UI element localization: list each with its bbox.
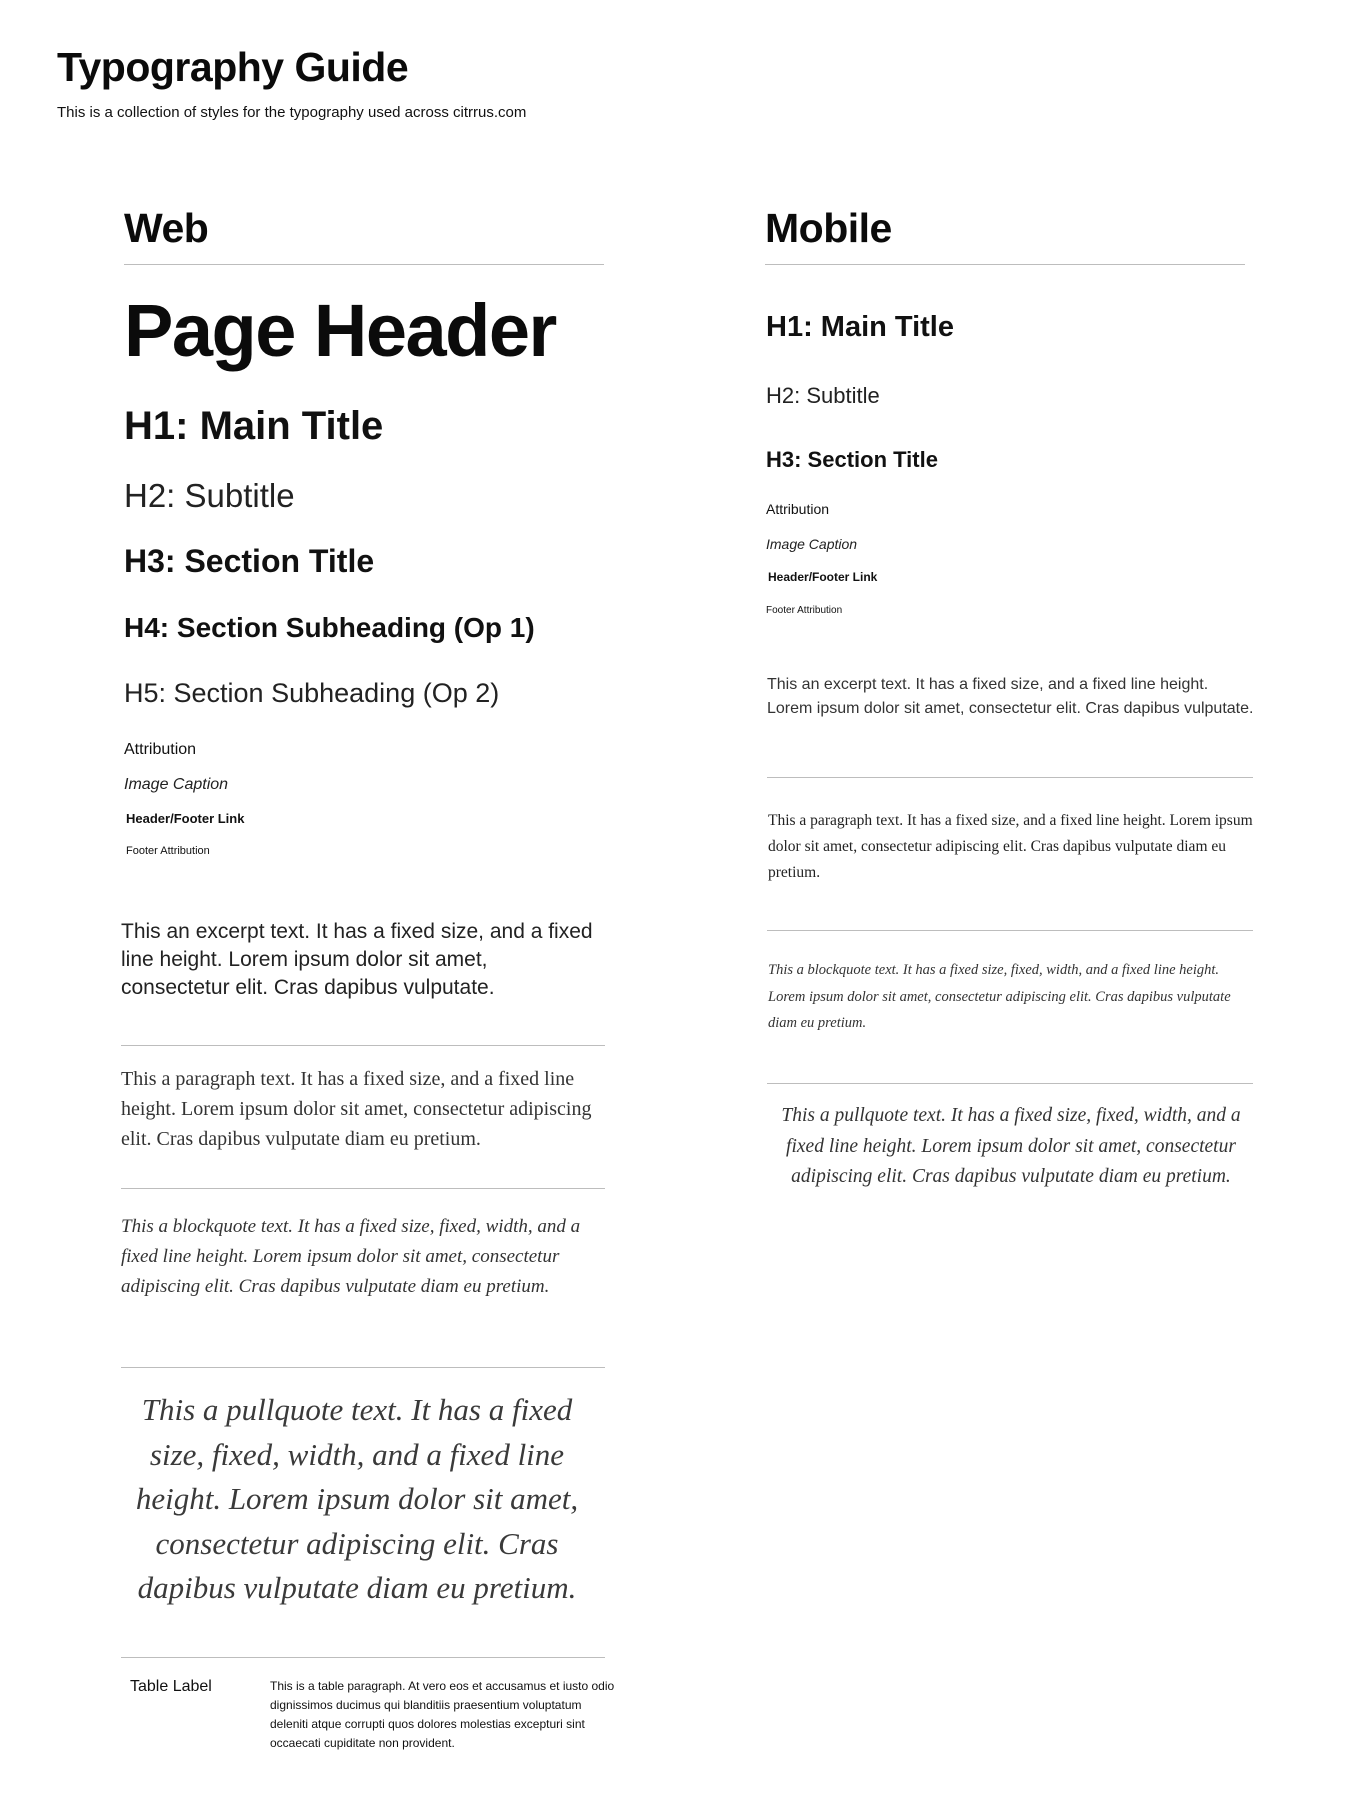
mobile-paragraph-sample: This a paragraph text. It has a fixed size, and a fixed line height. Lorem ipsum dolor sit amet, consectetur adipiscing elit. Cras dapibus vulputate diam eu pretium. (768, 812, 1253, 881)
web-divider (121, 1657, 605, 1658)
page-title: Typography Guide (57, 44, 409, 90)
mobile-column-heading: Mobile (765, 205, 892, 251)
web-page-header-sample: Page Header (124, 289, 556, 372)
mobile-attribution-sample: Attribution (766, 501, 830, 517)
mobile-blockquote-sample: This a blockquote text. It has a fixed size, fixed, width, and a fixed line height. Lorem ipsum dolor sit amet, consectetur adipiscing elit. Cras dapibus vulputate diam eu pretium. (768, 962, 1231, 1031)
web-footer-attribution-sample: Footer Attribution (126, 845, 210, 857)
web-table-label-sample: Table Label (130, 1678, 212, 1695)
mobile-header-footer-link-sample[interactable]: Header/Footer Link (768, 570, 878, 584)
mobile-divider (767, 930, 1253, 931)
page-subtitle: This is a collection of styles for the typography used across citrrus.com (57, 104, 527, 121)
web-divider (121, 1367, 605, 1368)
web-header-footer-link-sample[interactable]: Header/Footer Link (126, 811, 245, 826)
web-heading-divider (124, 264, 604, 265)
web-h5-sample: H5: Section Subheading (Op 2) (124, 678, 500, 708)
web-image-caption-sample: Image Caption (124, 776, 229, 793)
mobile-divider (767, 1083, 1253, 1084)
mobile-pullquote-sample: This a pullquote text. It has a fixed size, fixed, width, and a fixed line height. Lorem ipsum dolor sit amet, consectetur adipiscing elit. Cras dapibus vulputate diam eu pretium. (781, 1105, 1241, 1187)
mobile-h3-sample: H3: Section Title (766, 447, 938, 472)
web-column-heading: Web (124, 205, 209, 251)
web-h2-sample: H2: Subtitle (124, 477, 295, 514)
mobile-divider (767, 777, 1253, 778)
mobile-footer-attribution-sample: Footer Attribution (766, 605, 843, 616)
mobile-heading-divider (765, 264, 1245, 265)
web-attribution-sample: Attribution (124, 741, 197, 758)
mobile-h1-sample: H1: Main Title (766, 311, 954, 343)
web-paragraph-sample: This a paragraph text. It has a fixed size, and a fixed line height. Lorem ipsum dolor sit amet, consectetur adipiscing elit. Cras dapibus vulputate diam eu pretium. (121, 1068, 592, 1150)
web-h3-sample: H3: Section Title (124, 543, 375, 579)
web-divider (121, 1188, 605, 1189)
web-pullquote-sample: This a pullquote text. It has a fixed size, fixed, width, and a fixed line height. Lorem ipsum dolor sit amet, consectetur adipiscing elit. Cras dapibus vulputate diam eu pretium. (135, 1392, 579, 1605)
web-h1-sample: H1: Main Title (124, 404, 384, 448)
web-excerpt-sample: This an excerpt text. It has a fixed size, and a fixed line height. Lorem ipsum dolor sit amet, consectetur elit. Cras dapibus vulputate. (121, 920, 593, 999)
web-table-paragraph-sample: This is a table paragraph. At vero eos et accusamus et iusto odio dignissimos ducimus qui blanditiis praesentium voluptatum deleniti atque corrupti quos dolores molestias excepturi sint occaecati cupiditate non provident. (270, 1679, 615, 1750)
mobile-h2-sample: H2: Subtitle (766, 383, 880, 408)
web-h4-sample: H4: Section Subheading (Op 1) (124, 612, 535, 643)
web-divider (121, 1045, 605, 1046)
mobile-excerpt-sample: This an excerpt text. It has a fixed size, and a fixed line height. Lorem ipsum dolor sit amet, consectetur elit. Cras dapibus vulputate. (767, 676, 1254, 717)
web-blockquote-sample: This a blockquote text. It has a fixed size, fixed, width, and a fixed line height. Lorem ipsum dolor sit amet, consectetur adipiscing elit. Cras dapibus vulputate diam eu pretium. (121, 1216, 581, 1297)
mobile-image-caption-sample: Image Caption (766, 536, 858, 552)
